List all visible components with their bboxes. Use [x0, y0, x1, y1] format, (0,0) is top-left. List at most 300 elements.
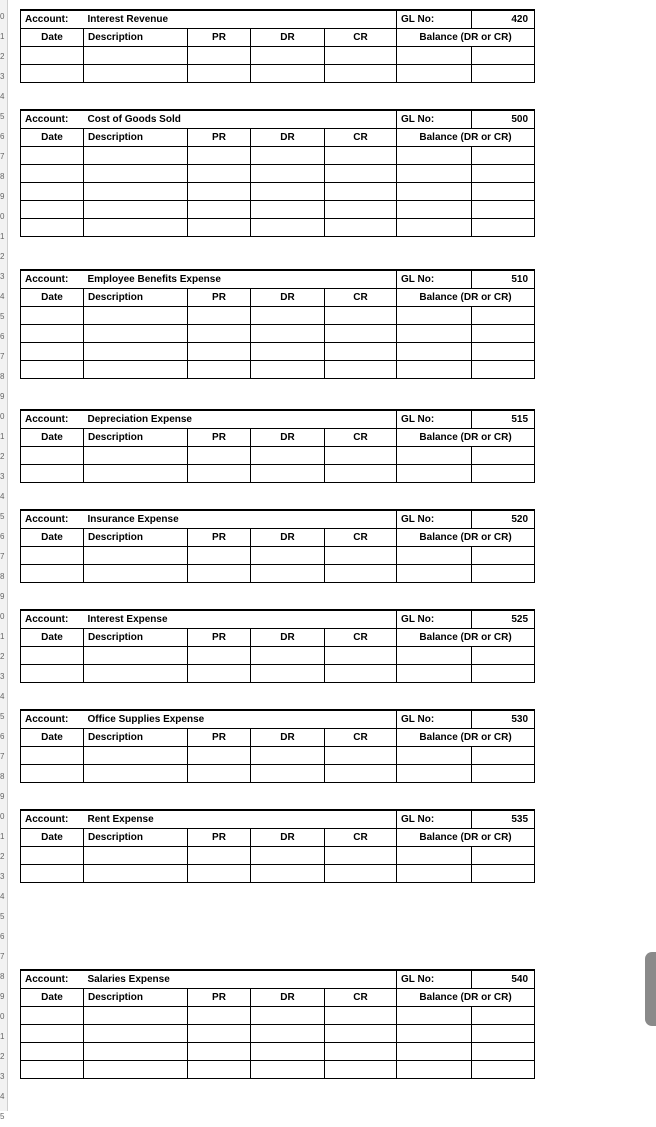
row-number[interactable]: 1 — [0, 32, 5, 41]
dr-cell[interactable] — [251, 1024, 325, 1042]
dr-cell[interactable] — [251, 342, 325, 360]
balance-header[interactable]: Balance (DR or CR) — [397, 128, 535, 146]
description-header[interactable]: Description — [84, 288, 188, 306]
cr-cell[interactable] — [325, 846, 397, 864]
balance-cr-cell[interactable] — [472, 764, 535, 782]
balance-dr-cell[interactable] — [397, 564, 472, 582]
row-number[interactable]: 6 — [0, 732, 5, 741]
dr-cell[interactable] — [251, 664, 325, 682]
pr-cell[interactable] — [188, 218, 251, 236]
balance-cr-cell[interactable] — [472, 1006, 535, 1024]
cr-header[interactable]: CR — [325, 28, 397, 46]
row-number[interactable]: 4 — [0, 692, 5, 701]
pr-cell[interactable] — [188, 342, 251, 360]
balance-cr-cell[interactable] — [472, 360, 535, 378]
row-number[interactable]: 9 — [0, 792, 5, 801]
cr-cell[interactable] — [325, 646, 397, 664]
date-cell[interactable] — [21, 200, 84, 218]
balance-cr-cell[interactable] — [472, 164, 535, 182]
date-cell[interactable] — [21, 182, 84, 200]
cr-cell[interactable] — [325, 64, 397, 82]
date-header[interactable]: Date — [21, 628, 84, 646]
row-number[interactable]: 0 — [0, 612, 5, 621]
balance-dr-cell[interactable] — [397, 218, 472, 236]
date-cell[interactable] — [21, 46, 84, 64]
pr-cell[interactable] — [188, 464, 251, 482]
balance-header[interactable]: Balance (DR or CR) — [397, 728, 535, 746]
description-cell[interactable] — [84, 664, 188, 682]
description-cell[interactable] — [84, 1042, 188, 1060]
balance-dr-cell[interactable] — [397, 864, 472, 882]
dr-cell[interactable] — [251, 546, 325, 564]
cr-cell[interactable] — [325, 146, 397, 164]
row-number[interactable]: 2 — [0, 652, 5, 661]
cr-cell[interactable] — [325, 342, 397, 360]
gl-number[interactable]: 420 — [472, 10, 535, 28]
account-name[interactable]: Salaries Expense — [84, 970, 397, 988]
balance-dr-cell[interactable] — [397, 1060, 472, 1078]
balance-header[interactable]: Balance (DR or CR) — [397, 988, 535, 1006]
description-cell[interactable] — [84, 46, 188, 64]
date-cell[interactable] — [21, 218, 84, 236]
description-header[interactable]: Description — [84, 628, 188, 646]
balance-header[interactable]: Balance (DR or CR) — [397, 828, 535, 846]
description-cell[interactable] — [84, 1024, 188, 1042]
row-number[interactable]: 3 — [0, 672, 5, 681]
dr-cell[interactable] — [251, 306, 325, 324]
description-cell[interactable] — [84, 218, 188, 236]
date-cell[interactable] — [21, 446, 84, 464]
cr-cell[interactable] — [325, 564, 397, 582]
pr-cell[interactable] — [188, 1042, 251, 1060]
pr-header[interactable]: PR — [188, 988, 251, 1006]
row-number[interactable]: 7 — [0, 752, 5, 761]
row-number[interactable]: 6 — [0, 332, 5, 341]
balance-cr-cell[interactable] — [472, 1060, 535, 1078]
date-header[interactable]: Date — [21, 828, 84, 846]
cr-cell[interactable] — [325, 46, 397, 64]
row-number[interactable]: 6 — [0, 132, 5, 141]
row-number[interactable]: 1 — [0, 232, 5, 241]
dr-header[interactable]: DR — [251, 128, 325, 146]
gl-number[interactable]: 510 — [472, 270, 535, 288]
pr-cell[interactable] — [188, 64, 251, 82]
balance-dr-cell[interactable] — [397, 46, 472, 64]
pr-cell[interactable] — [188, 1024, 251, 1042]
gl-no-label[interactable]: GL No: — [397, 810, 472, 828]
balance-header[interactable]: Balance (DR or CR) — [397, 528, 535, 546]
date-cell[interactable] — [21, 546, 84, 564]
description-cell[interactable] — [84, 200, 188, 218]
balance-dr-cell[interactable] — [397, 646, 472, 664]
description-cell[interactable] — [84, 1006, 188, 1024]
date-cell[interactable] — [21, 360, 84, 378]
dr-cell[interactable] — [251, 64, 325, 82]
cr-cell[interactable] — [325, 218, 397, 236]
row-number[interactable]: 9 — [0, 592, 5, 601]
balance-header[interactable]: Balance (DR or CR) — [397, 428, 535, 446]
side-panel-tab[interactable] — [645, 952, 656, 1026]
pr-header[interactable]: PR — [188, 28, 251, 46]
gl-number[interactable]: 500 — [472, 110, 535, 128]
row-number[interactable]: 2 — [0, 852, 5, 861]
dr-header[interactable]: DR — [251, 828, 325, 846]
cr-header[interactable]: CR — [325, 828, 397, 846]
pr-header[interactable]: PR — [188, 428, 251, 446]
pr-header[interactable]: PR — [188, 128, 251, 146]
dr-header[interactable]: DR — [251, 428, 325, 446]
pr-cell[interactable] — [188, 1060, 251, 1078]
balance-dr-cell[interactable] — [397, 1024, 472, 1042]
balance-header[interactable]: Balance (DR or CR) — [397, 288, 535, 306]
cr-header[interactable]: CR — [325, 628, 397, 646]
cr-header[interactable]: CR — [325, 128, 397, 146]
row-number[interactable]: 9 — [0, 192, 5, 201]
pr-cell[interactable] — [188, 646, 251, 664]
row-number[interactable]: 9 — [0, 992, 5, 1001]
pr-cell[interactable] — [188, 324, 251, 342]
cr-cell[interactable] — [325, 1060, 397, 1078]
row-number[interactable]: 2 — [0, 1052, 5, 1061]
dr-cell[interactable] — [251, 864, 325, 882]
date-cell[interactable] — [21, 764, 84, 782]
cr-cell[interactable] — [325, 546, 397, 564]
row-number[interactable]: 8 — [0, 972, 5, 981]
row-number[interactable]: 3 — [0, 872, 5, 881]
row-number[interactable]: 5 — [0, 112, 5, 121]
date-cell[interactable] — [21, 64, 84, 82]
balance-dr-cell[interactable] — [397, 342, 472, 360]
cr-header[interactable]: CR — [325, 728, 397, 746]
dr-cell[interactable] — [251, 218, 325, 236]
pr-cell[interactable] — [188, 764, 251, 782]
date-cell[interactable] — [21, 564, 84, 582]
account-name[interactable]: Rent Expense — [84, 810, 397, 828]
description-header[interactable]: Description — [84, 728, 188, 746]
dr-cell[interactable] — [251, 746, 325, 764]
gl-no-label[interactable]: GL No: — [397, 270, 472, 288]
dr-cell[interactable] — [251, 846, 325, 864]
dr-header[interactable]: DR — [251, 988, 325, 1006]
pr-cell[interactable] — [188, 164, 251, 182]
pr-cell[interactable] — [188, 200, 251, 218]
balance-cr-cell[interactable] — [472, 746, 535, 764]
row-number[interactable]: 4 — [0, 1092, 5, 1101]
cr-cell[interactable] — [325, 182, 397, 200]
row-number[interactable]: 1 — [0, 1032, 5, 1041]
date-cell[interactable] — [21, 342, 84, 360]
cr-cell[interactable] — [325, 446, 397, 464]
balance-cr-cell[interactable] — [472, 464, 535, 482]
balance-header[interactable]: Balance (DR or CR) — [397, 628, 535, 646]
row-number[interactable]: 0 — [0, 212, 5, 221]
description-cell[interactable] — [84, 64, 188, 82]
date-cell[interactable] — [21, 1006, 84, 1024]
dr-cell[interactable] — [251, 646, 325, 664]
description-cell[interactable] — [84, 360, 188, 378]
row-number[interactable]: 0 — [0, 412, 5, 421]
dr-header[interactable]: DR — [251, 288, 325, 306]
row-number[interactable]: 5 — [0, 712, 5, 721]
cr-cell[interactable] — [325, 200, 397, 218]
pr-cell[interactable] — [188, 746, 251, 764]
row-number[interactable]: 0 — [0, 812, 5, 821]
description-cell[interactable] — [84, 764, 188, 782]
cr-cell[interactable] — [325, 1024, 397, 1042]
row-number[interactable]: 5 — [0, 1112, 5, 1121]
account-name[interactable]: Interest Expense — [84, 610, 397, 628]
balance-dr-cell[interactable] — [397, 464, 472, 482]
description-cell[interactable] — [84, 846, 188, 864]
dr-cell[interactable] — [251, 360, 325, 378]
balance-cr-cell[interactable] — [472, 1024, 535, 1042]
description-header[interactable]: Description — [84, 988, 188, 1006]
date-cell[interactable] — [21, 846, 84, 864]
date-cell[interactable] — [21, 864, 84, 882]
cr-cell[interactable] — [325, 324, 397, 342]
pr-header[interactable]: PR — [188, 628, 251, 646]
date-header[interactable]: Date — [21, 128, 84, 146]
account-name[interactable]: Interest Revenue — [84, 10, 397, 28]
cr-cell[interactable] — [325, 764, 397, 782]
date-cell[interactable] — [21, 324, 84, 342]
date-cell[interactable] — [21, 1042, 84, 1060]
pr-header[interactable]: PR — [188, 288, 251, 306]
balance-dr-cell[interactable] — [397, 182, 472, 200]
date-header[interactable]: Date — [21, 528, 84, 546]
row-number[interactable]: 2 — [0, 452, 5, 461]
row-number[interactable]: 4 — [0, 892, 5, 901]
balance-dr-cell[interactable] — [397, 164, 472, 182]
cr-cell[interactable] — [325, 306, 397, 324]
account-label[interactable]: Account: — [21, 10, 84, 28]
description-cell[interactable] — [84, 564, 188, 582]
account-label[interactable]: Account: — [21, 810, 84, 828]
pr-cell[interactable] — [188, 146, 251, 164]
balance-dr-cell[interactable] — [397, 324, 472, 342]
dr-header[interactable]: DR — [251, 28, 325, 46]
row-number[interactable]: 8 — [0, 572, 5, 581]
row-number[interactable]: 3 — [0, 472, 5, 481]
balance-cr-cell[interactable] — [472, 546, 535, 564]
row-number[interactable]: 5 — [0, 912, 5, 921]
description-cell[interactable] — [84, 646, 188, 664]
date-cell[interactable] — [21, 646, 84, 664]
description-cell[interactable] — [84, 306, 188, 324]
balance-dr-cell[interactable] — [397, 1042, 472, 1060]
dr-cell[interactable] — [251, 200, 325, 218]
gl-number[interactable]: 530 — [472, 710, 535, 728]
gl-no-label[interactable]: GL No: — [397, 610, 472, 628]
cr-cell[interactable] — [325, 664, 397, 682]
balance-dr-cell[interactable] — [397, 360, 472, 378]
account-label[interactable]: Account: — [21, 610, 84, 628]
date-cell[interactable] — [21, 164, 84, 182]
date-cell[interactable] — [21, 1060, 84, 1078]
gl-number[interactable]: 540 — [472, 970, 535, 988]
row-number[interactable]: 0 — [0, 12, 5, 21]
dr-cell[interactable] — [251, 324, 325, 342]
cr-header[interactable]: CR — [325, 528, 397, 546]
gl-number[interactable]: 520 — [472, 510, 535, 528]
balance-cr-cell[interactable] — [472, 146, 535, 164]
balance-cr-cell[interactable] — [472, 646, 535, 664]
row-number[interactable]: 1 — [0, 832, 5, 841]
balance-cr-cell[interactable] — [472, 218, 535, 236]
row-number[interactable]: 8 — [0, 772, 5, 781]
account-label[interactable]: Account: — [21, 970, 84, 988]
gl-no-label[interactable]: GL No: — [397, 10, 472, 28]
gl-no-label[interactable]: GL No: — [397, 110, 472, 128]
gl-number[interactable]: 515 — [472, 410, 535, 428]
gl-no-label[interactable]: GL No: — [397, 410, 472, 428]
date-cell[interactable] — [21, 146, 84, 164]
row-number[interactable]: 9 — [0, 392, 5, 401]
pr-cell[interactable] — [188, 846, 251, 864]
dr-header[interactable]: DR — [251, 528, 325, 546]
balance-cr-cell[interactable] — [472, 664, 535, 682]
cr-header[interactable]: CR — [325, 288, 397, 306]
row-number[interactable]: 4 — [0, 92, 5, 101]
description-cell[interactable] — [84, 146, 188, 164]
cr-header[interactable]: CR — [325, 428, 397, 446]
row-number[interactable]: 3 — [0, 272, 5, 281]
balance-cr-cell[interactable] — [472, 1042, 535, 1060]
pr-cell[interactable] — [188, 1006, 251, 1024]
pr-cell[interactable] — [188, 546, 251, 564]
cr-cell[interactable] — [325, 1042, 397, 1060]
date-cell[interactable] — [21, 664, 84, 682]
row-number[interactable]: 7 — [0, 552, 5, 561]
dr-cell[interactable] — [251, 182, 325, 200]
description-cell[interactable] — [84, 746, 188, 764]
row-number[interactable]: 3 — [0, 1072, 5, 1081]
account-name[interactable]: Depreciation Expense — [84, 410, 397, 428]
account-name[interactable]: Office Supplies Expense — [84, 710, 397, 728]
description-header[interactable]: Description — [84, 28, 188, 46]
row-number[interactable]: 0 — [0, 1012, 5, 1021]
cr-cell[interactable] — [325, 464, 397, 482]
dr-cell[interactable] — [251, 446, 325, 464]
balance-header[interactable]: Balance (DR or CR) — [397, 28, 535, 46]
dr-cell[interactable] — [251, 464, 325, 482]
pr-cell[interactable] — [188, 46, 251, 64]
date-header[interactable]: Date — [21, 428, 84, 446]
gl-no-label[interactable]: GL No: — [397, 970, 472, 988]
pr-header[interactable]: PR — [188, 528, 251, 546]
balance-cr-cell[interactable] — [472, 446, 535, 464]
pr-cell[interactable] — [188, 864, 251, 882]
row-number[interactable]: 4 — [0, 292, 5, 301]
date-header[interactable]: Date — [21, 288, 84, 306]
pr-header[interactable]: PR — [188, 828, 251, 846]
pr-cell[interactable] — [188, 664, 251, 682]
balance-dr-cell[interactable] — [397, 664, 472, 682]
description-cell[interactable] — [84, 464, 188, 482]
description-cell[interactable] — [84, 164, 188, 182]
balance-dr-cell[interactable] — [397, 306, 472, 324]
gl-no-label[interactable]: GL No: — [397, 510, 472, 528]
dr-cell[interactable] — [251, 146, 325, 164]
description-header[interactable]: Description — [84, 528, 188, 546]
gl-no-label[interactable]: GL No: — [397, 710, 472, 728]
account-name[interactable]: Employee Benefits Expense — [84, 270, 397, 288]
balance-cr-cell[interactable] — [472, 846, 535, 864]
pr-cell[interactable] — [188, 360, 251, 378]
dr-cell[interactable] — [251, 1006, 325, 1024]
description-cell[interactable] — [84, 342, 188, 360]
description-cell[interactable] — [84, 446, 188, 464]
balance-dr-cell[interactable] — [397, 746, 472, 764]
row-number[interactable]: 6 — [0, 532, 5, 541]
cr-cell[interactable] — [325, 164, 397, 182]
row-number[interactable]: 1 — [0, 432, 5, 441]
pr-cell[interactable] — [188, 182, 251, 200]
row-number[interactable]: 6 — [0, 932, 5, 941]
account-name[interactable]: Insurance Expense — [84, 510, 397, 528]
account-label[interactable]: Account: — [21, 410, 84, 428]
row-number[interactable]: 7 — [0, 152, 5, 161]
row-number[interactable] — [0, 0, 8, 7]
cr-cell[interactable] — [325, 360, 397, 378]
date-cell[interactable] — [21, 1024, 84, 1042]
dr-cell[interactable] — [251, 164, 325, 182]
balance-dr-cell[interactable] — [397, 1006, 472, 1024]
description-cell[interactable] — [84, 546, 188, 564]
balance-cr-cell[interactable] — [472, 46, 535, 64]
dr-cell[interactable] — [251, 1060, 325, 1078]
pr-cell[interactable] — [188, 446, 251, 464]
balance-cr-cell[interactable] — [472, 64, 535, 82]
account-label[interactable]: Account: — [21, 510, 84, 528]
date-cell[interactable] — [21, 746, 84, 764]
cr-cell[interactable] — [325, 864, 397, 882]
row-number[interactable]: 4 — [0, 492, 5, 501]
row-number[interactable]: 3 — [0, 72, 5, 81]
date-header[interactable]: Date — [21, 728, 84, 746]
dr-cell[interactable] — [251, 764, 325, 782]
cr-cell[interactable] — [325, 746, 397, 764]
balance-dr-cell[interactable] — [397, 200, 472, 218]
description-header[interactable]: Description — [84, 128, 188, 146]
row-number[interactable]: 8 — [0, 372, 5, 381]
pr-cell[interactable] — [188, 306, 251, 324]
date-header[interactable]: Date — [21, 28, 84, 46]
row-number[interactable]: 7 — [0, 352, 5, 361]
description-cell[interactable] — [84, 182, 188, 200]
row-number[interactable]: 2 — [0, 252, 5, 261]
dr-cell[interactable] — [251, 564, 325, 582]
balance-cr-cell[interactable] — [472, 324, 535, 342]
account-label[interactable]: Account: — [21, 110, 84, 128]
pr-cell[interactable] — [188, 564, 251, 582]
account-name[interactable]: Cost of Goods Sold — [84, 110, 397, 128]
balance-cr-cell[interactable] — [472, 564, 535, 582]
date-cell[interactable] — [21, 306, 84, 324]
balance-dr-cell[interactable] — [397, 446, 472, 464]
balance-dr-cell[interactable] — [397, 546, 472, 564]
pr-header[interactable]: PR — [188, 728, 251, 746]
cr-header[interactable]: CR — [325, 988, 397, 1006]
balance-cr-cell[interactable] — [472, 200, 535, 218]
dr-cell[interactable] — [251, 1042, 325, 1060]
dr-header[interactable]: DR — [251, 628, 325, 646]
balance-cr-cell[interactable] — [472, 342, 535, 360]
description-header[interactable]: Description — [84, 428, 188, 446]
balance-dr-cell[interactable] — [397, 764, 472, 782]
row-number[interactable]: 8 — [0, 172, 5, 181]
balance-dr-cell[interactable] — [397, 846, 472, 864]
